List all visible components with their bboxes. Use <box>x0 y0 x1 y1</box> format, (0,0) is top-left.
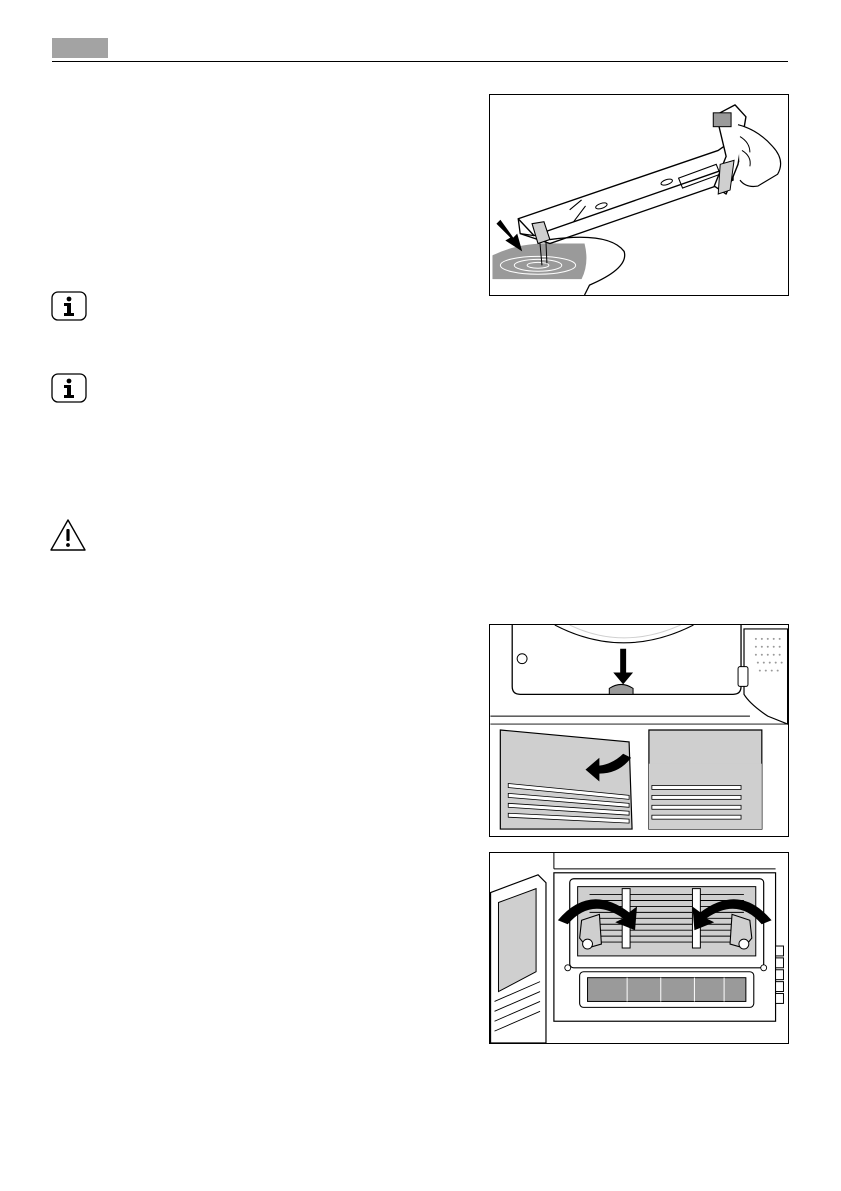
arrow-down-icon <box>496 220 522 252</box>
header-rule <box>52 61 788 62</box>
info-icon <box>51 373 87 403</box>
section-header-tab <box>52 38 108 58</box>
figure-emptying-water-container <box>489 94 789 296</box>
figure-opening-plinth-flap <box>489 624 789 837</box>
heat-exchanger-illustration <box>490 853 788 1043</box>
plinth-flap-illustration <box>490 625 788 836</box>
figure-unlocking-heat-exchanger <box>489 852 789 1044</box>
water-container-illustration <box>490 95 788 295</box>
warning-icon <box>49 518 87 552</box>
info-icon <box>51 291 87 321</box>
